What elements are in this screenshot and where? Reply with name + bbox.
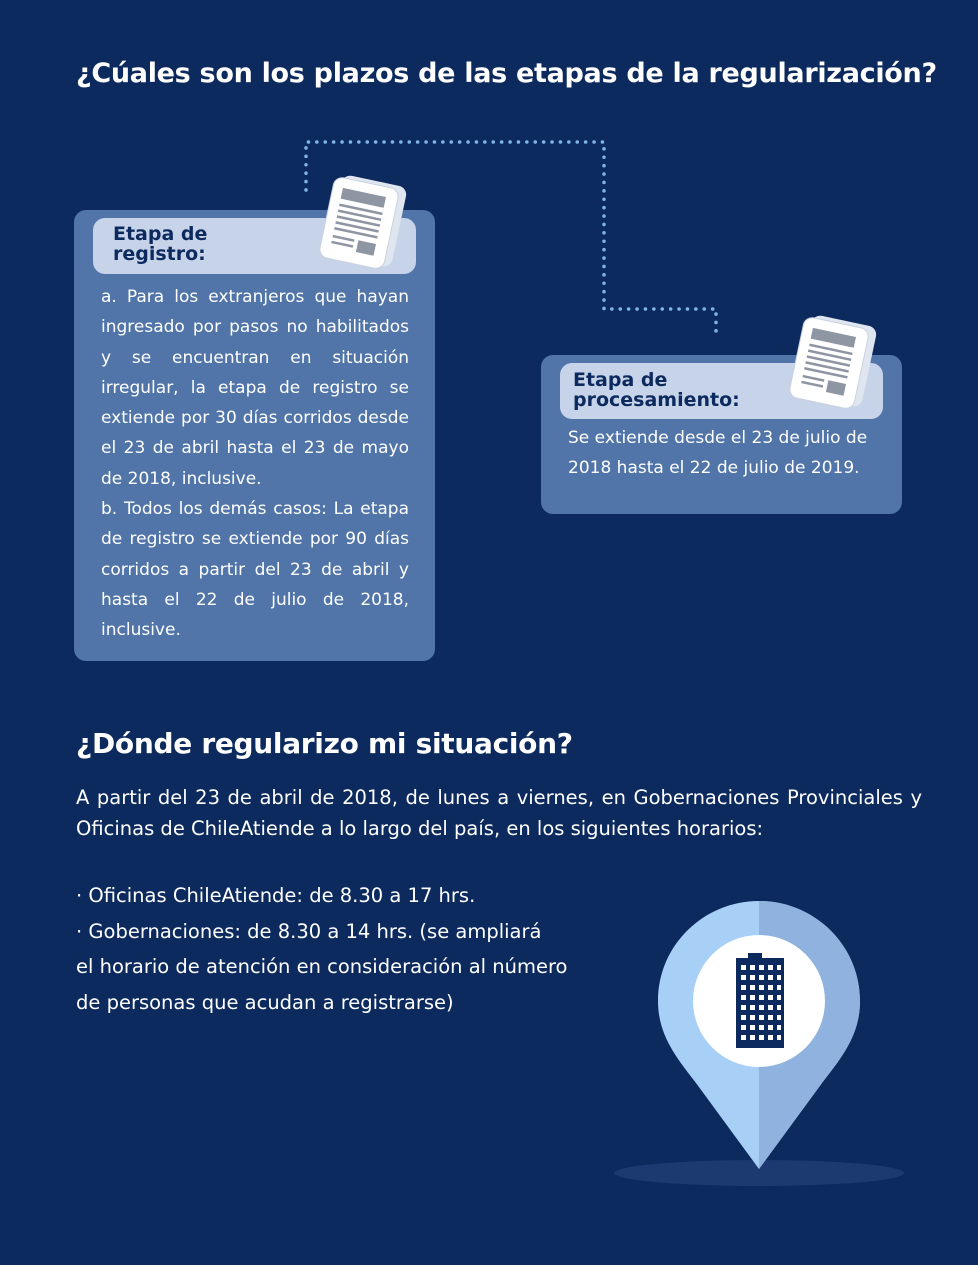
location-pin-icon: [600, 895, 920, 1195]
etapa-registro-header-line-1: Etapa de: [113, 223, 208, 245]
schedule-list: [76, 878, 636, 1020]
etapa-registro-item-a: a. Para los extranjeros que hayan ingresado por pasos no habilitados y se encuentran en situación irregular, la etapa de registro se extiende por 30 días corridos desde el 23 de abril hasta el 23 de mayo de 2018, inclusive.: [101, 287, 409, 489]
etapa-registro-header-line-2: registro:: [113, 243, 206, 265]
etapa-procesamiento-header-line-1: Etapa de: [573, 369, 668, 391]
etapa-registro-item-b: b. Todos los demás casos: La etapa de registro se extiende por 90 días corridos a partir del 23 de abril y hasta el 22 de julio de 2018, inclusive.: [101, 499, 409, 641]
schedule-line-4: de personas que acudan a registrarse): [76, 990, 454, 1014]
schedule-line-chileatiende: · Oficinas ChileAtiende: de 8.30 a 17 hrs.: [76, 884, 476, 907]
etapa-procesamiento-header-line-2: procesamiento:: [573, 389, 740, 411]
building-icon: [736, 953, 784, 1048]
etapa-procesamiento-body: [568, 423, 878, 484]
plazos-title: ¿Cúales son los plazos de las etapas de la regularización?: [76, 58, 937, 89]
document-icon: [316, 174, 408, 272]
location-intro-text: A partir del 23 de abril de 2018, de lunes a viernes, en Gobernaciones Provinciales y Oficinas de ChileAtiende a lo largo del país, en los siguientes horarios:: [76, 786, 922, 840]
schedule-line-3: el horario de atención en consideración al número: [76, 955, 568, 978]
etapa-procesamiento-text: Se extiende desde el 23 de julio de 2018 hasta el 22 de julio de 2019.: [568, 428, 868, 479]
donde-title: ¿Dónde regularizo mi situación?: [76, 727, 573, 760]
document-icon: [786, 314, 878, 412]
schedule-line-gobernaciones: · Gobernaciones: de 8.30 a 14 hrs. (se ampliará: [76, 919, 542, 943]
etapa-registro-body: [101, 282, 409, 646]
etapa-registro-card: [74, 210, 435, 661]
